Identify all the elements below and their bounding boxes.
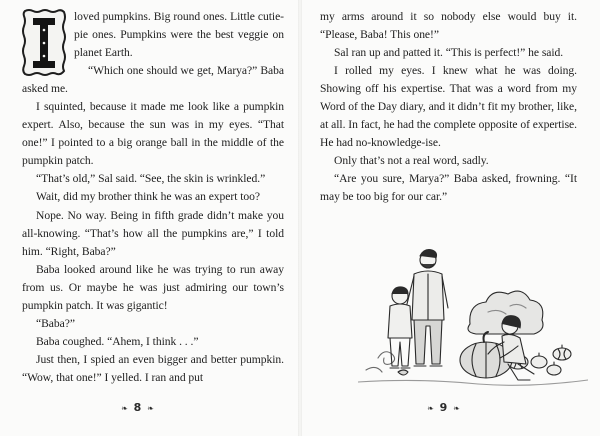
folio-ornament: ❧ [427,404,435,413]
right-page [300,0,600,436]
paragraph: Baba looked around like he was trying to run away from us. Or maybe he was just admiring our town’s pumpkin patch. It was gigantic! [22,262,284,312]
paragraph: my arms around it so nobody else would buy it. “Please, Baba! This one!” [320,10,577,42]
page-number-left [118,401,158,414]
paragraph: Only that’s not a real word, sadly. [334,154,489,168]
folio-ornament: ❧ [121,404,129,413]
drop-cap [20,8,68,78]
page-number: 8 [133,401,143,414]
ornate-letter-frame-icon [20,8,68,78]
paragraph: “Baba?” [36,316,75,330]
paragraph: Nope. No way. Being in fifth grade didn’t make you all-knowing. “That’s how all the pumpkins are,” I told him. “Right, Baba?” [22,208,284,258]
paragraph: I rolled my eyes. I knew what he was doing. Showing off his expertise. That was a word from my Word of the Day diary, and it didn’t fit my brother, like, at all. In fact, he had the complete opposite of expertise. He had no-knowledge-ise. [320,64,577,150]
paragraph: “Are you sure, Marya?” Baba asked, frowning. “It may be too big for our car.” [320,172,577,204]
folio-ornament: ❧ [453,404,461,413]
paragraph: Baba coughed. “Ahem, I think . . .” [36,334,199,348]
right-page-text [320,8,577,207]
paragraph: Just then, I spied an even bigger and better pumpkin. “Wow, that one!” I yelled. I ran and put [22,352,284,384]
folio-ornament: ❧ [147,404,155,413]
paragraph: “Which one should we get, Marya?” Baba asked me. [22,64,284,96]
paragraph: loved pumpkins. Big round ones. Little cutie-pie ones. Pumpkins were the best veggie on planet Earth. [74,10,284,60]
paragraph: Sal ran up and patted it. “This is perfect!” he said. [334,46,564,60]
paragraph: Wait, did my brother think he was an expert too? [36,190,260,204]
left-page-text [22,8,284,387]
family-pumpkin-patch-illustration-icon [358,242,588,392]
paragraph: “That’s old,” Sal said. “See, the skin is wrinkled.” [36,172,266,186]
paragraph: I squinted, because it made me look like a pumpkin expert. Also, because the sun was in my eyes. “That one!” I pointed to a big orange ball in the middle of the pumpkin patch. [22,100,284,168]
page-number: 9 [439,401,449,414]
page-number-right [424,401,464,414]
